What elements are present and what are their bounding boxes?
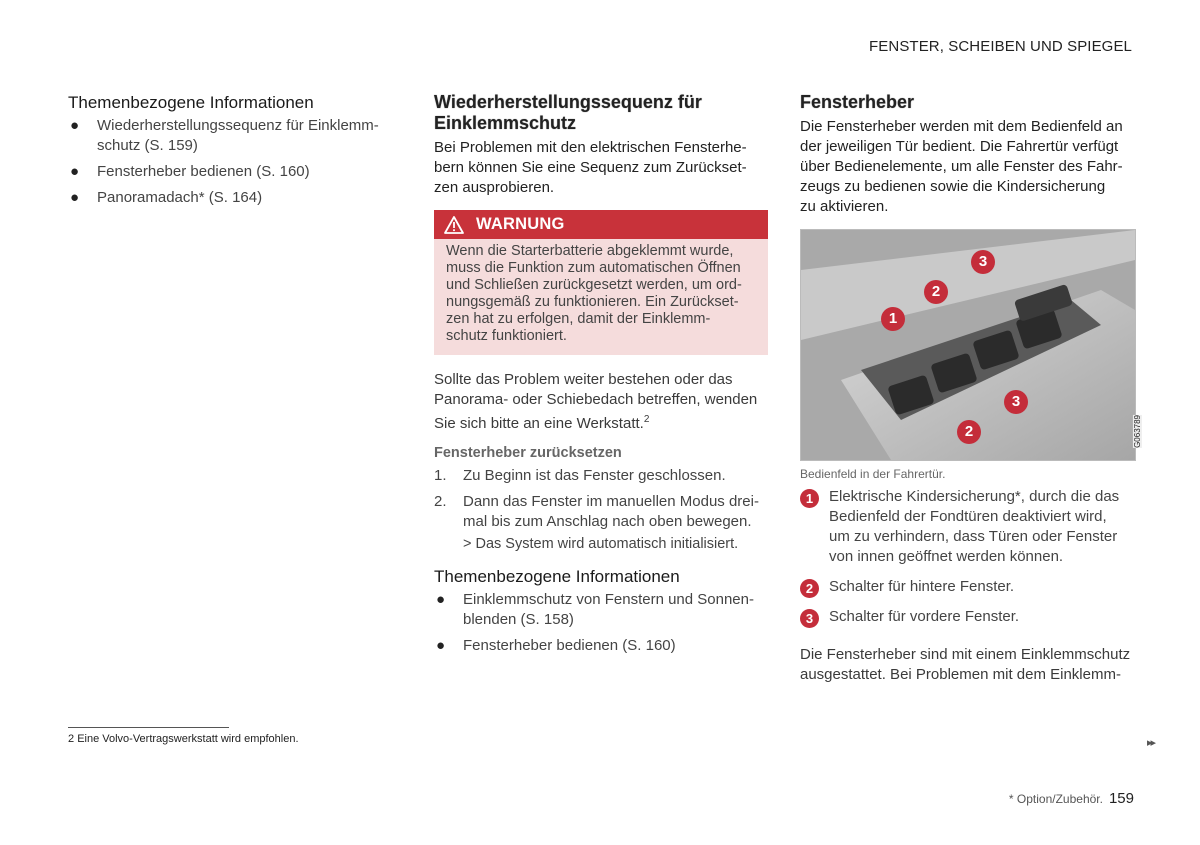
step-item: 1. Zu Beginn ist das Fenster geschlossen. xyxy=(434,467,726,484)
warning-text: Wenn die Starterbatterie abgeklemmt wurde, muss die Funktion zum automatischen Öffnen und Schließen zurückgesetzt werden, um ord- nungsgemäß zu funktionieren. Ein Zurückset- zen hat zu erfolgen, damit der Einklemm- schutz funktioniert. xyxy=(434,239,768,355)
step-item: 2. Dann das Fenster im manuellen Modus drei- mal bis zum Anschlag nach oben bewegen. xyxy=(434,493,759,530)
intro-paragraph: Die Fensterheber werden mit dem Bedienfeld an der jeweiligen Tür bedient. Die Fahrertür verfügt über Bedienelemente, um alle Fenster des Fahr- zeugs zu bedienen sowie die Kindersicherung zu aktivieren. xyxy=(800,118,1123,215)
image-caption: Bedienfeld in der Fahrertür. xyxy=(800,467,946,481)
door-panel-photo xyxy=(800,229,1142,461)
reset-heading: Fensterheber zurücksetzen xyxy=(434,445,622,461)
callout-badge: 2 xyxy=(957,420,981,444)
bullet-icon: ● xyxy=(70,189,80,206)
footnote-ref[interactable]: 2 xyxy=(643,414,650,425)
next-page-icon[interactable]: ▸▸ xyxy=(1147,737,1155,749)
column-window-lifts xyxy=(800,92,1142,685)
warning-label: WARNUNG xyxy=(476,215,565,233)
section-title: Wiederherstellungssequenz für Einklemmschutz xyxy=(434,92,702,133)
warning-header xyxy=(434,210,768,239)
image-code: G063789 xyxy=(1133,415,1142,448)
option-note: * Option/Zubehör. xyxy=(1008,792,1103,806)
callout-badge: 1 xyxy=(881,307,905,331)
list-item[interactable]: ● Fensterheber bedienen (S. 160) xyxy=(70,163,310,180)
callout-badge: 3 xyxy=(971,250,995,274)
legend-badge: 1 xyxy=(800,489,819,508)
related-info-list xyxy=(434,590,768,656)
running-header: FENSTER, SCHEIBEN UND SPIEGEL xyxy=(869,38,1132,55)
legend-item: 3 Schalter für vordere Fenster. xyxy=(800,607,1136,627)
list-item[interactable]: ● Fensterheber bedienen (S. 160) xyxy=(436,637,676,654)
outro-paragraph: Die Fensterheber sind mit einem Einklemmschutz ausgestattet. Bei Problemen mit dem Einklemm- xyxy=(800,646,1131,683)
reset-steps xyxy=(434,466,768,532)
related-info-heading: Themenbezogene Informationen xyxy=(434,567,680,586)
page-number: 159 xyxy=(1108,790,1134,807)
callout-badge: 3 xyxy=(1004,390,1028,414)
legend-item: 1 Elektrische Kindersicherung*, durch die das Bedienfeld der Fondtüren deaktiviert wird, um zu verhindern, dass Türen oder Fenster von innen geöffnet werden können. xyxy=(800,487,1136,567)
workshop-paragraph: Sollte das Problem weiter bestehen oder das Panorama- oder Schiebedach betreffen, wenden Sie sich bitte an eine Werkstatt.$^2$ xyxy=(434,371,758,432)
bullet-icon: ● xyxy=(436,637,446,654)
bullet-icon: ● xyxy=(70,163,80,180)
list-item[interactable]: ● Panoramadach* (S. 164) xyxy=(70,189,263,206)
column-reset-sequence xyxy=(434,92,768,662)
bullet-icon: ● xyxy=(436,591,446,608)
list-item[interactable]: ● Einklemmschutz von Fenstern und Sonnen- blenden (S. 158) xyxy=(436,591,754,628)
bullet-icon: ● xyxy=(70,117,80,134)
footnote-divider xyxy=(68,727,229,728)
page-footer xyxy=(1009,790,1134,807)
legend-item: 2 Schalter für hintere Fenster. xyxy=(800,577,1136,597)
list-item[interactable]: ● Wiederherstellungssequenz für Einklemm- schutz (S. 159) xyxy=(70,117,379,154)
legend-badge: 2 xyxy=(800,579,819,598)
related-info-list xyxy=(68,116,386,208)
warning-triangle-icon xyxy=(444,216,464,234)
section-title: Fensterheber xyxy=(800,92,915,112)
callout-badge: 2 xyxy=(924,280,948,304)
footnote: 2 Eine Volvo-Vertragswerkstatt wird empfohlen. xyxy=(68,733,299,745)
step-result: > Das System wird automatisch initialisiert. xyxy=(463,536,739,552)
column-related-info xyxy=(68,92,386,214)
intro-paragraph: Bei Problemen mit den elektrischen Fensterhe- bern können Sie eine Sequenz zum Zurückset- zen ausprobieren. xyxy=(434,139,747,196)
legend-badge: 3 xyxy=(800,609,819,628)
related-info-heading: Themenbezogene Informationen xyxy=(68,93,314,112)
